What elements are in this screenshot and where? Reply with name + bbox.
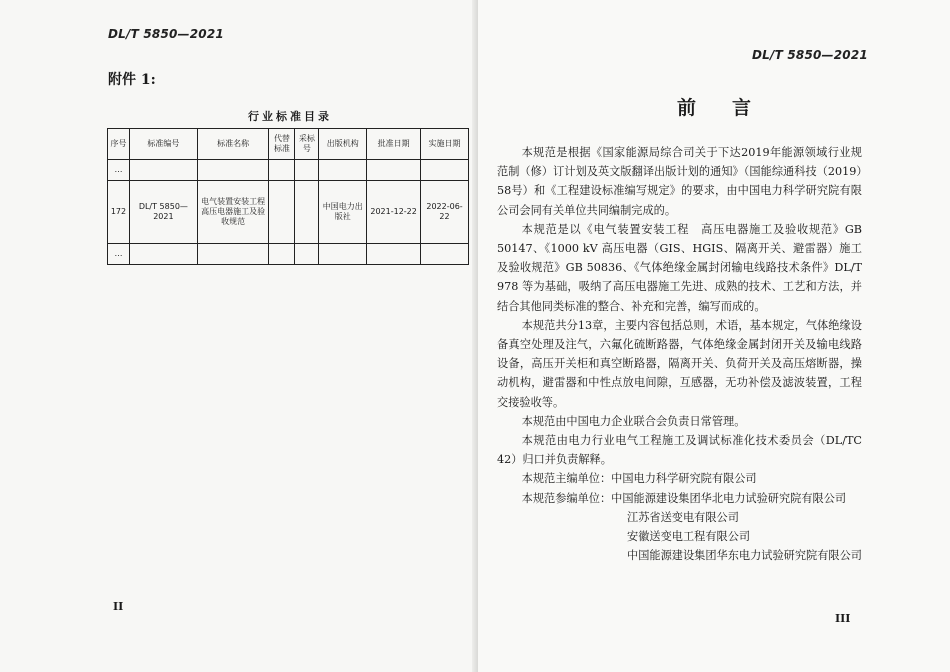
standard-number-header: DL/T 5850—2021 bbox=[108, 27, 224, 41]
table-row bbox=[108, 160, 469, 181]
table-cell: 2021-12-22 bbox=[367, 181, 421, 244]
table-cell bbox=[319, 160, 367, 181]
table-cell bbox=[367, 244, 421, 265]
foreword-paragraph: 本规范共分13章，主要内容包括总则，术语，基本规定，气体绝缘设备真空处理及注气，六氟化硫断路器，气体绝缘金属封闭开关及输电线路设备，高压开关柜和真空断路器，隔离开关、负荷开关及高压熔断器，操动机构，避雷器和中性点放电间隙，互感器，无功补偿及滤波装置，工程交接验收等。 bbox=[497, 318, 862, 409]
foreword-paragraph: 本规范由电力行业电气工程施工及调试标准化技术委员会（DL/TC 42）归口并负责解释。 bbox=[497, 434, 862, 467]
table-cell: … bbox=[108, 244, 130, 265]
table-cell: 2022-06-22 bbox=[421, 181, 469, 244]
page-number-left: II bbox=[113, 600, 124, 613]
page-number-right: III bbox=[835, 612, 851, 625]
table-row bbox=[108, 181, 469, 244]
table-cell bbox=[295, 181, 319, 244]
table-cell bbox=[197, 244, 269, 265]
foreword-body bbox=[497, 143, 862, 565]
table-cell bbox=[129, 160, 197, 181]
column-header: 实施日期 bbox=[421, 129, 469, 160]
foreword-paragraph: 本规范是以《电气装置安装工程 高压电器施工及验收规范》GB 50147、《1000 kV 高压电器（GIS、HGIS、隔离开关、避雷器）施工及验收规范》GB 50836、《气体绝缘金属封闭输电线路技术条件》DL/T 978 等为基础，吸纳了高压电器施工先进、成熟的技术、工艺和方法，并结合其他同类标准的整合、补充和完善，编写而成的。 bbox=[497, 222, 862, 313]
chief-unit-label: 本规范主编单位： bbox=[521, 472, 612, 486]
table-cell bbox=[367, 160, 421, 181]
table-cell bbox=[295, 244, 319, 265]
column-header: 采标号 bbox=[295, 129, 319, 160]
table-cell bbox=[129, 244, 197, 265]
column-header: 标准编号 bbox=[129, 129, 197, 160]
column-header: 序号 bbox=[108, 129, 130, 160]
attachment-label: 附件 1: bbox=[108, 72, 156, 88]
foreword-title: 前言 bbox=[676, 97, 787, 119]
column-header: 出版机构 bbox=[319, 129, 367, 160]
participating-units-row bbox=[497, 489, 862, 508]
table-header-row bbox=[108, 129, 469, 160]
column-header: 标准名称 bbox=[197, 129, 269, 160]
participating-units-label: 本规范参编单位： bbox=[521, 491, 612, 505]
participating-unit-name: 中国能源建设集团华北电力试验研究院有限公司 bbox=[611, 491, 847, 505]
table-cell bbox=[269, 160, 295, 181]
participating-unit-name: 中国能源建设集团华东电力试验研究院有限公司 bbox=[627, 549, 862, 563]
participating-unit-name: 江苏省送变电有限公司 bbox=[627, 510, 739, 524]
chief-unit-row bbox=[497, 469, 862, 488]
table-cell bbox=[197, 160, 269, 181]
table-cell: … bbox=[108, 160, 130, 181]
table-cell: 中国电力出版社 bbox=[319, 181, 367, 244]
column-header: 批准日期 bbox=[367, 129, 421, 160]
table-cell bbox=[269, 244, 295, 265]
table-cell bbox=[295, 160, 319, 181]
standard-number-header: DL/T 5850—2021 bbox=[752, 48, 868, 62]
table-cell: 电气装置安装工程 高压电器施工及验收规范 bbox=[197, 181, 269, 244]
column-header: 代替标准 bbox=[269, 129, 295, 160]
chief-unit-name: 中国电力科学研究院有限公司 bbox=[611, 472, 757, 486]
table-cell: DL/T 5850—2021 bbox=[129, 181, 197, 244]
foreword-paragraph: 本规范由中国电力企业联合会负责日常管理。 bbox=[521, 414, 746, 428]
table-cell bbox=[269, 181, 295, 244]
participating-unit-name: 安徽送变电工程有限公司 bbox=[627, 530, 751, 544]
table-cell bbox=[421, 160, 469, 181]
table-cell: 172 bbox=[108, 181, 130, 244]
standards-catalog-table bbox=[107, 128, 469, 265]
table-title: 行业标准目录 bbox=[248, 110, 332, 123]
foreword-paragraph: 本规范是根据《国家能源局综合司关于下达2019年能源领域行业规范制（修）订计划及英文版翻译出版计划的通知》（国能综通科技（2019）58号）和《工程建设标准编写规定》的要求，由中国电力科学研究院有限公司会同有关单位共同编制完成的。 bbox=[497, 146, 862, 217]
table-cell bbox=[421, 244, 469, 265]
table-cell bbox=[319, 244, 367, 265]
table-row bbox=[108, 244, 469, 265]
